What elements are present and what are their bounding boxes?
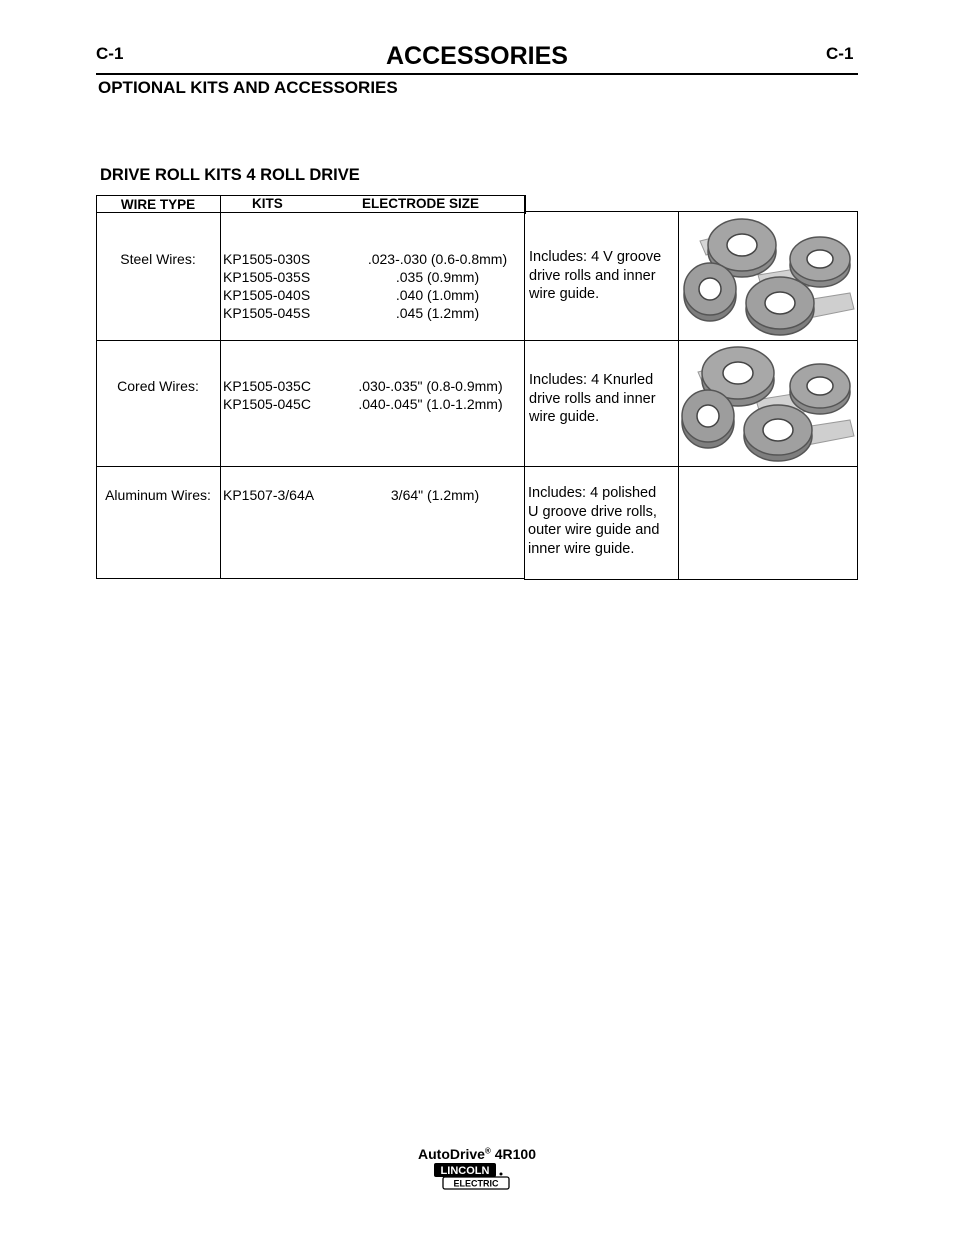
drive-roll-icon (790, 237, 850, 287)
drive-rolls-illustration (680, 342, 856, 465)
kit-number: KP1505-035S (223, 269, 311, 285)
includes-line: Includes: 4 polished (528, 485, 657, 501)
table-rule (96, 340, 858, 341)
kit-number: KP1507-3/64A (223, 487, 315, 503)
kit-list-aluminum (223, 486, 314, 504)
table-border (220, 212, 221, 579)
model-name (0, 1146, 954, 1162)
logo-icon (433, 1162, 511, 1190)
electrode-size: .040-.045" (1.0-1.2mm) (358, 396, 503, 412)
table-rule (525, 579, 858, 580)
electrode-size: .040 (1.0mm) (395, 287, 480, 303)
kit-number: KP1505-045C (223, 396, 311, 412)
model-number: 4R100 (494, 1146, 536, 1162)
column-header-wire-type: WIRE TYPE (120, 197, 196, 212)
page-title: ACCESSORIES (386, 42, 568, 70)
column-header-kits: KITS (252, 196, 283, 211)
drive-roll-icon (682, 390, 734, 448)
table-border (857, 211, 858, 580)
table-rule (96, 466, 858, 467)
kit-list-steel (223, 250, 310, 322)
section-title: OPTIONAL KITS AND ACCESSORIES (98, 78, 398, 97)
kit-number: KP1505-045S (223, 305, 311, 321)
registered-mark: ® (484, 1146, 491, 1156)
column-header-electrode-size: ELECTRODE SIZE (362, 196, 480, 211)
lincoln-electric-logo (433, 1162, 511, 1190)
table-border (678, 211, 679, 580)
kit-number: KP1505-030S (223, 251, 311, 267)
size-list-aluminum (360, 486, 510, 504)
includes-line: inner wire guide. (528, 540, 635, 557)
page-number-right: C-1 (826, 44, 854, 63)
electrode-size: .030-.035" (0.8-0.9mm) (358, 378, 503, 394)
drive-rolls-photo (680, 213, 856, 339)
table-border (524, 195, 525, 580)
table-rule (524, 211, 858, 212)
svg-text:LINCOLN: LINCOLN (440, 1165, 490, 1177)
electrode-size: .023-.030 (0.6-0.8mm) (367, 251, 508, 267)
includes-line: U groove drive rolls, (528, 503, 657, 520)
drive-roll-icon (790, 364, 850, 414)
wire-type-steel: Steel Wires: (120, 251, 196, 267)
includes-line: Includes: 4 V groove (529, 249, 662, 265)
drive-rolls-photo (680, 342, 856, 465)
header-divider (220, 196, 221, 213)
drive-rolls-illustration (680, 213, 856, 339)
includes-cored (529, 371, 676, 427)
includes-line: outer wire guide and (528, 522, 660, 538)
includes-aluminum (528, 484, 676, 558)
electrode-size: 3/64" (1.2mm) (390, 487, 480, 503)
drive-roll-icon (744, 405, 812, 461)
electrode-size: .035 (0.9mm) (395, 269, 480, 285)
page-number-left: C-1 (96, 44, 124, 63)
size-list-cored (348, 377, 513, 413)
electrode-size: .045 (1.2mm) (395, 305, 480, 321)
includes-steel (529, 248, 676, 304)
subsection-title: DRIVE ROLL KITS 4 ROLL DRIVE (100, 166, 360, 184)
table-rule (96, 578, 221, 579)
includes-line: drive rolls and inner (529, 390, 656, 407)
drive-roll-icon (684, 263, 736, 321)
model-brand: AutoDrive (418, 1146, 485, 1162)
includes-line: drive rolls and inner (529, 267, 656, 284)
kit-number: KP1505-040S (223, 287, 311, 303)
table-rule (96, 212, 525, 213)
drive-roll-icon (746, 277, 814, 335)
wire-type-aluminum: Aluminum Wires: (105, 487, 211, 503)
includes-line: wire guide. (529, 286, 600, 302)
table-rule (220, 578, 525, 579)
kit-number: KP1505-035C (223, 378, 311, 394)
svg-text:ELECTRIC: ELECTRIC (453, 1178, 499, 1189)
size-list-steel (360, 250, 515, 322)
includes-line: wire guide. (529, 409, 600, 425)
wire-type-cored: Cored Wires: (117, 378, 199, 394)
includes-line: Includes: 4 Knurled (529, 372, 654, 388)
header-rule (96, 73, 858, 75)
kit-list-cored (223, 377, 311, 413)
